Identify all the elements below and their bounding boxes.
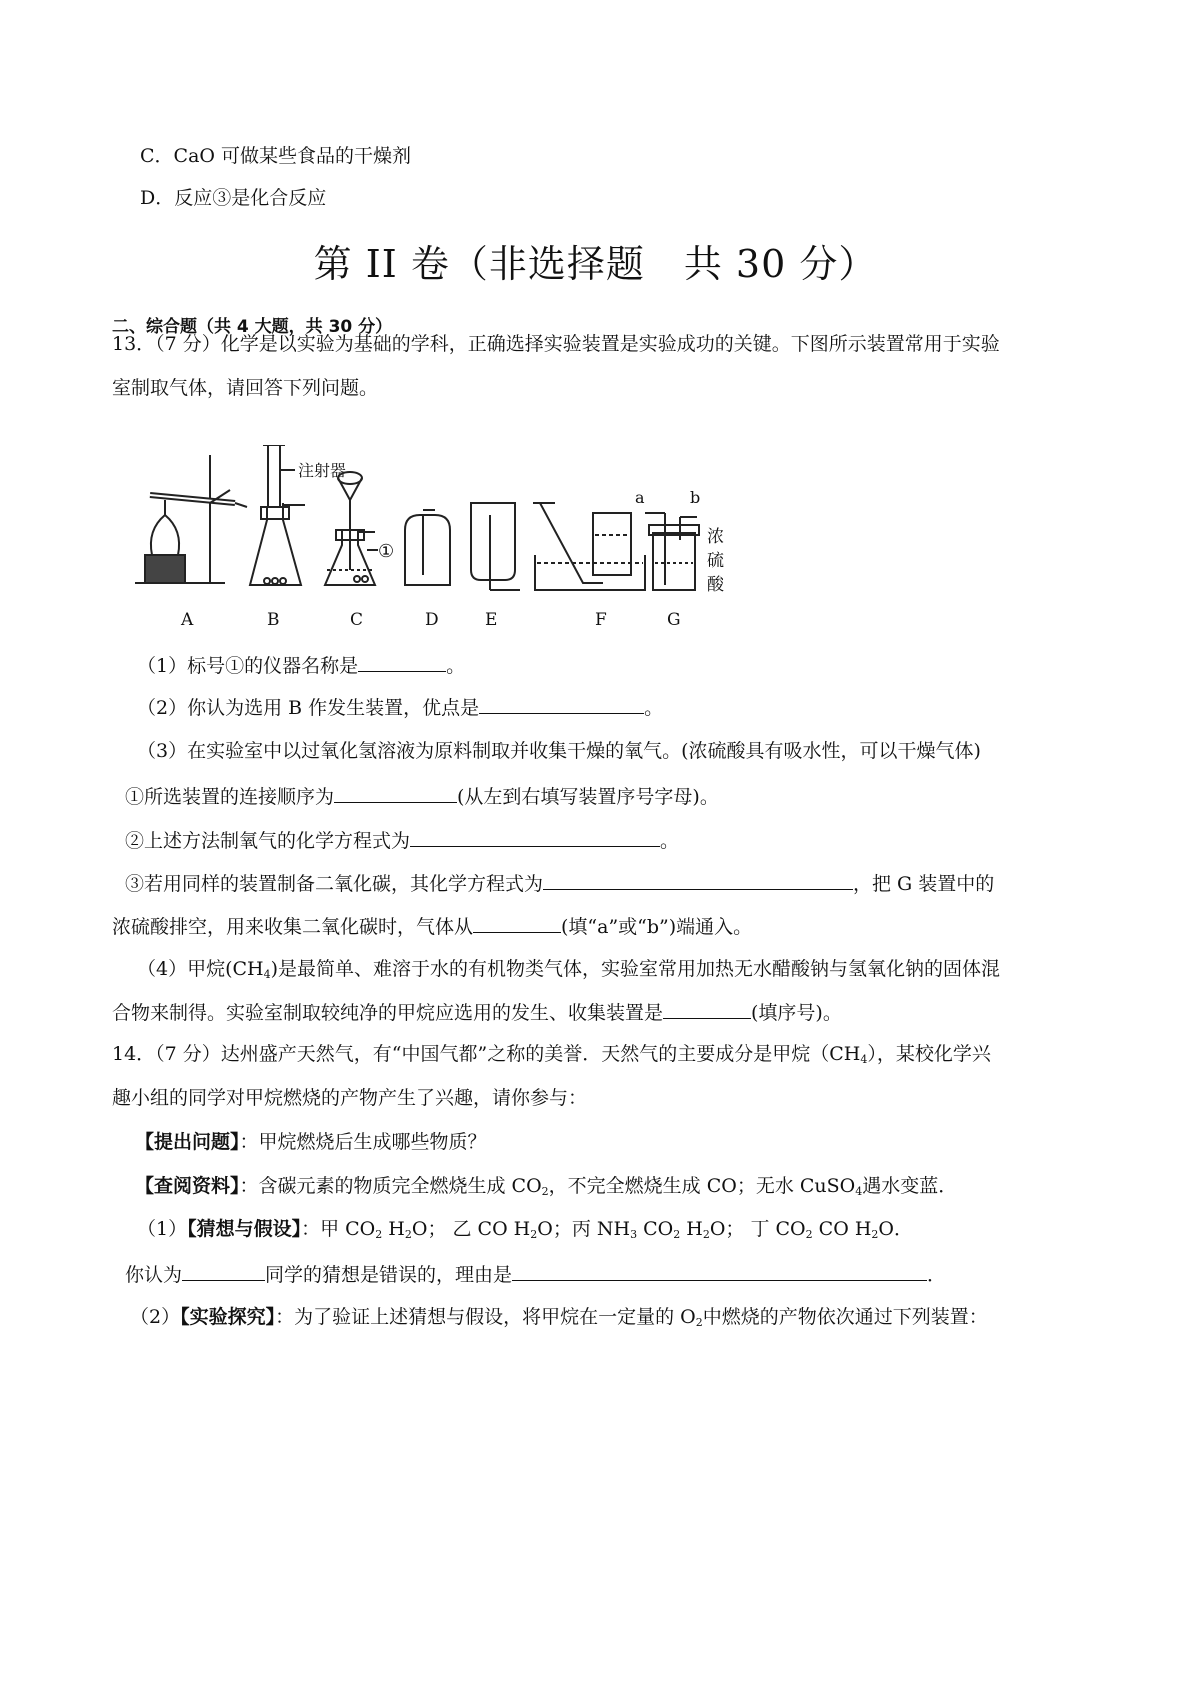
g-label-b: b (690, 488, 701, 507)
h-ding-co: CO H (812, 1218, 872, 1240)
h-ding-co2-sub: 2 (805, 1228, 813, 1241)
q13-intro-2: 室制取气体，请回答下列问题。 (112, 377, 379, 399)
q13-sub4-2 (112, 998, 842, 1026)
q14-intro-1 (112, 1041, 991, 1067)
q13-blank-3a[interactable] (334, 782, 457, 803)
label-d: D (425, 610, 439, 630)
mark-1: ① (378, 541, 395, 562)
q13-sub2-text: （2）你认为选用 B 作发生装置，优点是 (137, 697, 480, 719)
h-jia: ：甲 CO (301, 1218, 376, 1240)
q14-reference-text-1: ：含碳元素的物质完全燃烧生成 CO (239, 1175, 542, 1197)
q13-sub3c2-text: 浓硫酸排空，用来收集二氧化碳时，气体从 (112, 916, 474, 938)
q14-question-text: ：甲烷燃烧后生成哪些物质？ (239, 1131, 487, 1153)
label-e: E (485, 610, 498, 630)
h-bing-nh3-sub: 3 (630, 1228, 638, 1241)
acid-label-1: 浓 (707, 527, 724, 547)
q13-sub3c (125, 869, 994, 897)
part-title: 第 II 卷（非选择题 共 30 分） (313, 242, 878, 286)
g-label-a: a (635, 488, 645, 507)
q13-intro-1: 13．（7 分）化学是以实验为基础的学科，正确选择实验装置是实验成功的关键。下图所示装置常用于实验 (112, 333, 1000, 355)
e-label: 【实验探究】 (180, 1306, 276, 1328)
q13-sub2-end: 。 (644, 697, 664, 719)
q13-sub4 (137, 956, 1000, 982)
q14-intro-1-end: ），某校化学兴 (867, 1043, 991, 1065)
h-yi-h2-sub: 2 (530, 1228, 538, 1241)
cuso4-subscript: 4 (855, 1185, 863, 1198)
label-b: B (267, 610, 280, 630)
q13-sub4b-text: 合物来制得。实验室制取较纯净的甲烷应选用的发生、收集装置是 (112, 1002, 664, 1024)
q13-sub4-text-2: )是最简单、难溶于水的有机物类气体，实验室常用加热无水醋酸钠与氢氧化钠的固体混 (270, 958, 1001, 980)
q13-blank-4[interactable] (663, 998, 751, 1019)
apparatus-d (405, 510, 450, 585)
label-c: C (350, 610, 364, 630)
q13-sub3c-text: ③若用同样的装置制备二氧化碳，其化学方程式为 (125, 873, 544, 895)
label-a: A (181, 610, 194, 630)
h-jia-co2-sub: 2 (375, 1228, 383, 1241)
h-bing-h: H (680, 1218, 703, 1240)
opinion-end: ． (927, 1264, 947, 1286)
q13-sub3c-2 (112, 912, 752, 940)
apparatus-figure (135, 445, 735, 635)
q13-sub3: （3）在实验室中以过氧化氢溶液为原料制取并收集干燥的氧气。(浓硫酸具有吸水性，可以干燥气体) (137, 740, 981, 762)
opinion-prefix: 你认为 (125, 1264, 183, 1286)
apparatus-a (135, 455, 247, 583)
apparatus-e (471, 503, 520, 590)
h-bing-co2-sub: 2 (673, 1228, 681, 1241)
option-d: D．反应③是化合反应 (140, 187, 327, 209)
q14-opinion (125, 1260, 946, 1288)
apparatus-g (635, 488, 725, 595)
q13-sub3c2-end: (填“a”或“b”)端通入。 (561, 916, 753, 938)
q13-sub3a-text: ①所选装置的连接顺序为 (125, 786, 335, 808)
h-yi: 乙 CO H (446, 1218, 531, 1240)
e-text-2: 中燃烧的产物依次通过下列装置： (702, 1306, 988, 1328)
q13-sub4b-end: (填序号)。 (751, 1002, 842, 1024)
section-heading: 二、综合题（共 4 大题，共 30 分） (112, 317, 393, 337)
h-prefix: （1） (137, 1218, 188, 1240)
q14-experiment (130, 1304, 988, 1330)
q13-sub3b-end: 。 (660, 830, 680, 852)
q14-intro-subscript: 4 (860, 1053, 868, 1066)
h-jia-o: O； (411, 1218, 447, 1240)
q14-reference-text-3: 遇水变蓝． (862, 1175, 958, 1197)
h-jia-h: H (382, 1218, 405, 1240)
syringe-label: 注射器 (298, 461, 347, 480)
q13-sub3b-text: ②上述方法制氧气的化学方程式为 (125, 830, 411, 852)
apparatus-f (533, 503, 645, 590)
q14-reference (135, 1173, 957, 1199)
apparatus-c (325, 472, 394, 585)
q13-sub2 (137, 693, 663, 721)
label-f: F (595, 610, 607, 630)
acid-label-3: 酸 (707, 575, 724, 595)
acid-label-2: 硫 (707, 551, 724, 571)
q13-sub4-text: （4）甲烷(CH (137, 958, 264, 980)
q13-sub1-end: 。 (446, 655, 466, 677)
q13-blank-3c2[interactable] (473, 912, 561, 933)
q14-blank-student[interactable] (182, 1260, 265, 1281)
q13-sub3b (125, 826, 679, 854)
h-bing-co: CO (637, 1218, 674, 1240)
h-ding: O； 丁 CO (709, 1218, 806, 1240)
q13-sub3a-end: (从左到右填写装置序号字母)。 (457, 786, 719, 808)
h-ding-h2-sub: 2 (871, 1228, 879, 1241)
q13-blank-3b[interactable] (410, 826, 660, 847)
q14-hypothesis (137, 1216, 913, 1242)
q14-intro-2: 趣小组的同学对甲烷燃烧的产物产生了兴趣，请你参与： (112, 1087, 588, 1109)
q13-blank-2[interactable] (479, 693, 644, 714)
apparatus-b (250, 445, 346, 585)
q13-sub4-subscript: 4 (263, 968, 271, 981)
q14-reference-text-2: ，不完全燃烧生成 CO；无水 CuSO (548, 1175, 856, 1197)
q13-blank-3c[interactable] (543, 869, 853, 890)
opinion-mid: 同学的猜想是错误的，理由是 (265, 1264, 513, 1286)
label-g: G (667, 610, 681, 630)
q14-reference-label: 【查阅资料】 (135, 1175, 240, 1197)
h-label: 【猜想与假设】 (187, 1218, 302, 1240)
option-c: C．CaO 可做某些食品的干燥剂 (140, 145, 412, 167)
q13-sub1-text: （1）标号①的仪器名称是 (137, 655, 359, 677)
q14-intro-1-text: 14．（7 分）达州盛产天然气，有“中国气都”之称的美誉．天然气的主要成分是甲烷（CH (112, 1043, 861, 1065)
q13-blank-1[interactable] (358, 651, 446, 672)
q13-sub3c-end: ，把 G 装置中的 (853, 873, 995, 895)
q14-question (135, 1129, 487, 1155)
o2-subscript: 2 (695, 1316, 703, 1329)
q13-sub3a (125, 782, 719, 810)
q14-question-label: 【提出问题】 (135, 1131, 240, 1153)
e-text-1: ：为了验证上述猜想与假设，将甲烷在一定量的 O (275, 1306, 696, 1328)
q13-sub1 (137, 651, 465, 679)
co2-subscript: 2 (541, 1185, 549, 1198)
h-end: O． (878, 1218, 913, 1240)
q14-blank-reason[interactable] (512, 1260, 927, 1281)
h-jia-h2-sub: 2 (404, 1228, 412, 1241)
h-bing-h2-sub: 2 (702, 1228, 710, 1241)
h-bing: O；丙 NH (537, 1218, 631, 1240)
e-prefix: （2） (130, 1306, 181, 1328)
